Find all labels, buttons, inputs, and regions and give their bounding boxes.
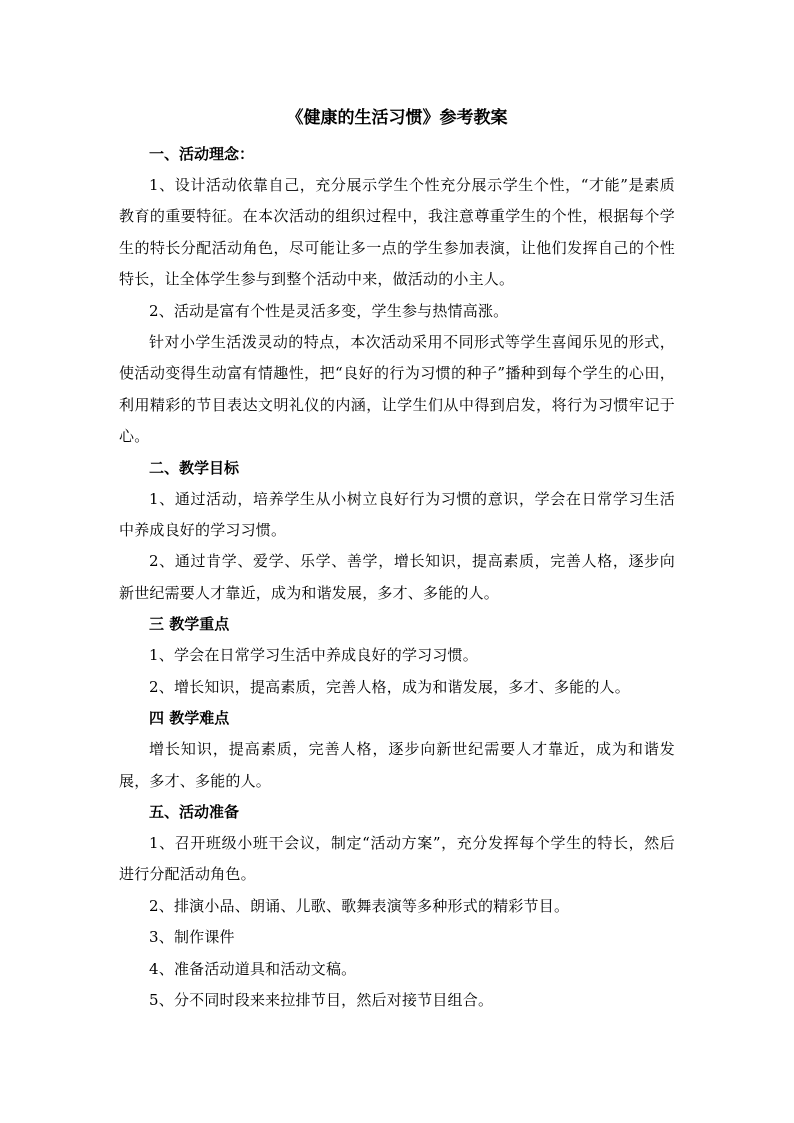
document-title: 《健康的生活习惯》参考教案	[286, 108, 508, 128]
section-heading: 三 教学重点	[149, 615, 230, 634]
section-key-points	[119, 609, 675, 703]
paragraph: 4、准备活动道具和活动文稿。	[149, 959, 357, 978]
section-preparation	[119, 797, 675, 1016]
paragraph: 2、排演小品、朗诵、儿歌、歌舞表演等多种形式的精彩节目。	[149, 896, 570, 915]
paragraph: 1、召开班级小班干会议，制定“活动方案”，充分发挥每个学生的特长，然后进行分配活动角色。	[119, 833, 675, 884]
section-heading: 四 教学难点	[149, 709, 230, 728]
section-objectives	[119, 453, 675, 610]
section-heading: 五、活动准备	[149, 802, 240, 821]
paragraph: 2、通过肯学、爱学、乐学、善学，增长知识，提高素质，完善人格，逐步向新世纪需要人才靠近，成为和谐发展，多才、多能的人。	[119, 552, 675, 602]
section-heading: 一、活动理念：	[149, 145, 255, 163]
paragraph: 3、制作课件	[149, 928, 235, 947]
paragraph: 5、分不同时段来来拉排节目，然后对接节目组合。	[149, 990, 494, 1009]
paragraph: 1、设计活动依靠自己，充分展示学生个性充分展示学生个性，“才能”是素质教育的重要特征。在本次活动的组织过程中，我注意尊重学生的个性，根据每个学生的特长分配活动角色，尽可能让多一点的学生参加表演，让他们发挥自己的个性特长，让全体学生参与到整个活动中来，做活动的小主人。	[119, 176, 675, 289]
section-difficulties	[119, 703, 675, 797]
paragraph: 2、活动是富有个性是灵活多变，学生参与热情高涨。	[149, 301, 509, 320]
paragraph: 1、通过活动，培养学生从小树立良好行为习惯的意识，学会在日常学习生活中养成良好的学习习惯。	[119, 489, 675, 540]
paragraph: 针对小学生活泼灵动的特点，本次活动采用不同形式等学生喜闻乐见的形式，使活动变得生动富有情趣性，把“良好的行为习惯的种子”播种到每个学生的心田，利用精彩的节目表达文明礼仪的内涵，让学生们从中得到启发，将行为习惯牢记于心。	[119, 333, 675, 446]
paragraph: 1、学会在日常学习生活中养成良好的学习习惯。	[149, 646, 478, 665]
document-page	[119, 103, 675, 1016]
section-heading: 二、教学目标	[149, 458, 240, 477]
section-philosophy	[119, 139, 675, 453]
paragraph: 增长知识，提高素质，完善人格，逐步向新世纪需要人才靠近，成为和谐发展，多才、多能的人。	[119, 740, 675, 790]
paragraph: 2、增长知识，提高素质，完善人格，成为和谐发展，多才、多能的人。	[149, 677, 630, 696]
